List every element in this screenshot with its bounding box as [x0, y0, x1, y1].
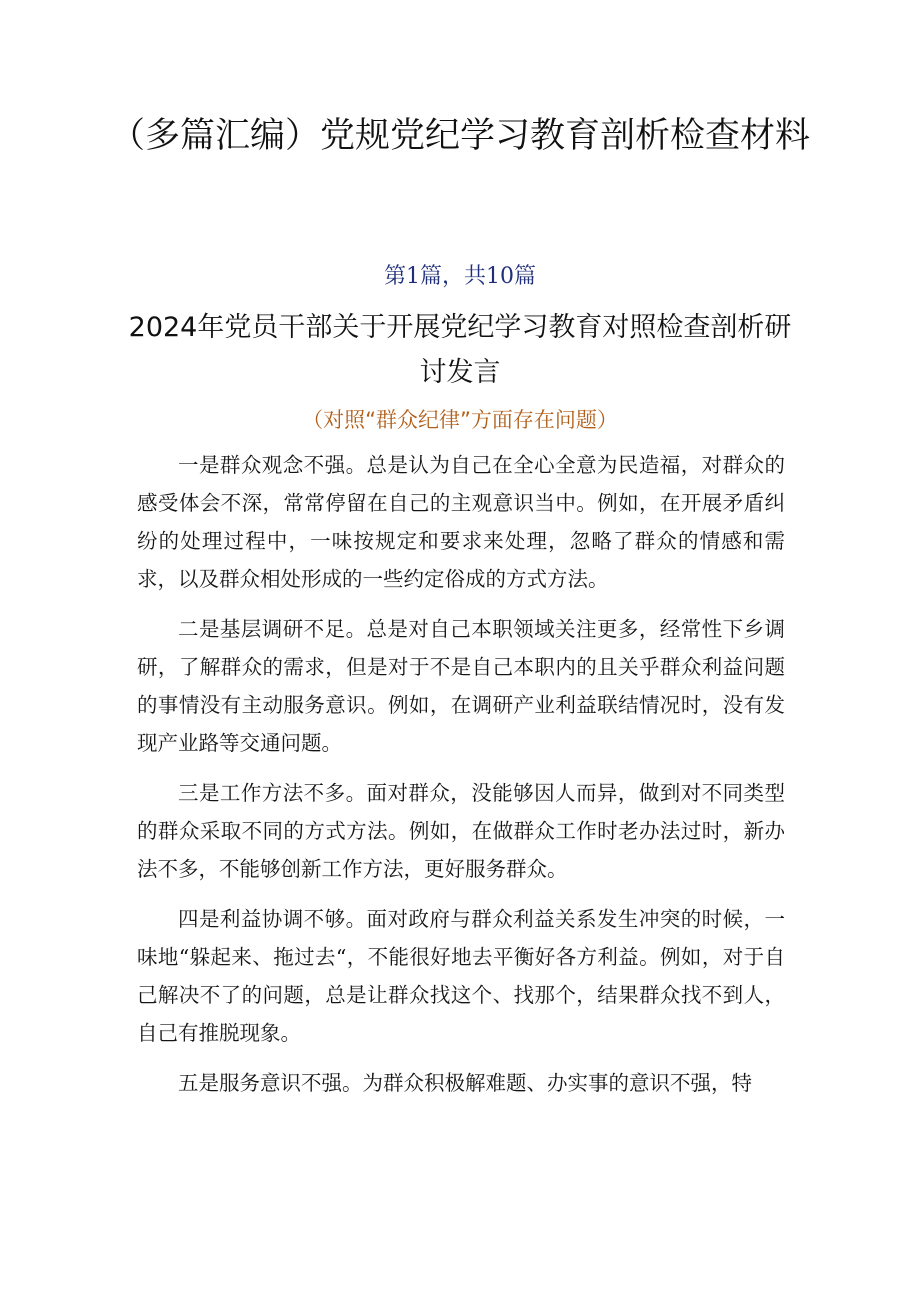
series-label: 第1篇，共10篇: [384, 264, 536, 289]
paragraph-3: 三是工作方法不多。面对群众，没能够因人而异，做到对不同类型的群众采取不同的方式方法。例如，在做群众工作时老办法过时，新办法不多，不能够创新工作方法，更好服务群众。: [137, 781, 785, 881]
article-body: [137, 446, 785, 1114]
document-main-title: （多篇汇编）党规党纪学习教育剖析检查材料: [109, 116, 810, 156]
article-title: 2024年党员干部关于开展党纪学习教育对照检查剖析研讨发言: [128, 312, 792, 388]
article-subtitle: （对照“群众纪律”方面存在问题）: [302, 408, 618, 432]
paragraph-5: 五是服务意识不强。为群众积极解难题、办实事的意识不强，特: [178, 1071, 752, 1095]
paragraph-2: 二是基层调研不足。总是对自己本职领域关注更多，经常性下乡调研，了解群众的需求，但是对于不是自己本职内的且关乎群众利益问题的事情没有主动服务意识。例如，在调研产业利益联结情况时，没有发现产业路等交通问题。: [137, 617, 785, 755]
paragraph-4: 四是利益协调不够。面对政府与群众利益关系发生冲突的时候，一味地“躲起来、拖过去“，不能很好地去平衡好各方利益。例如，对于自己解决不了的问题，总是让群众找这个、找那个，结果群众找不到人，自己有推脱现象。: [137, 907, 785, 1045]
paragraph-1: 一是群众观念不强。总是认为自己在全心全意为民造福，对群众的感受体会不深，常常停留在自己的主观意识当中。例如，在开展矛盾纠纷的处理过程中，一味按规定和要求来处理，忽略了群众的情感和需求，以及群众相处形成的一些约定俗成的方式方法。: [137, 453, 785, 591]
